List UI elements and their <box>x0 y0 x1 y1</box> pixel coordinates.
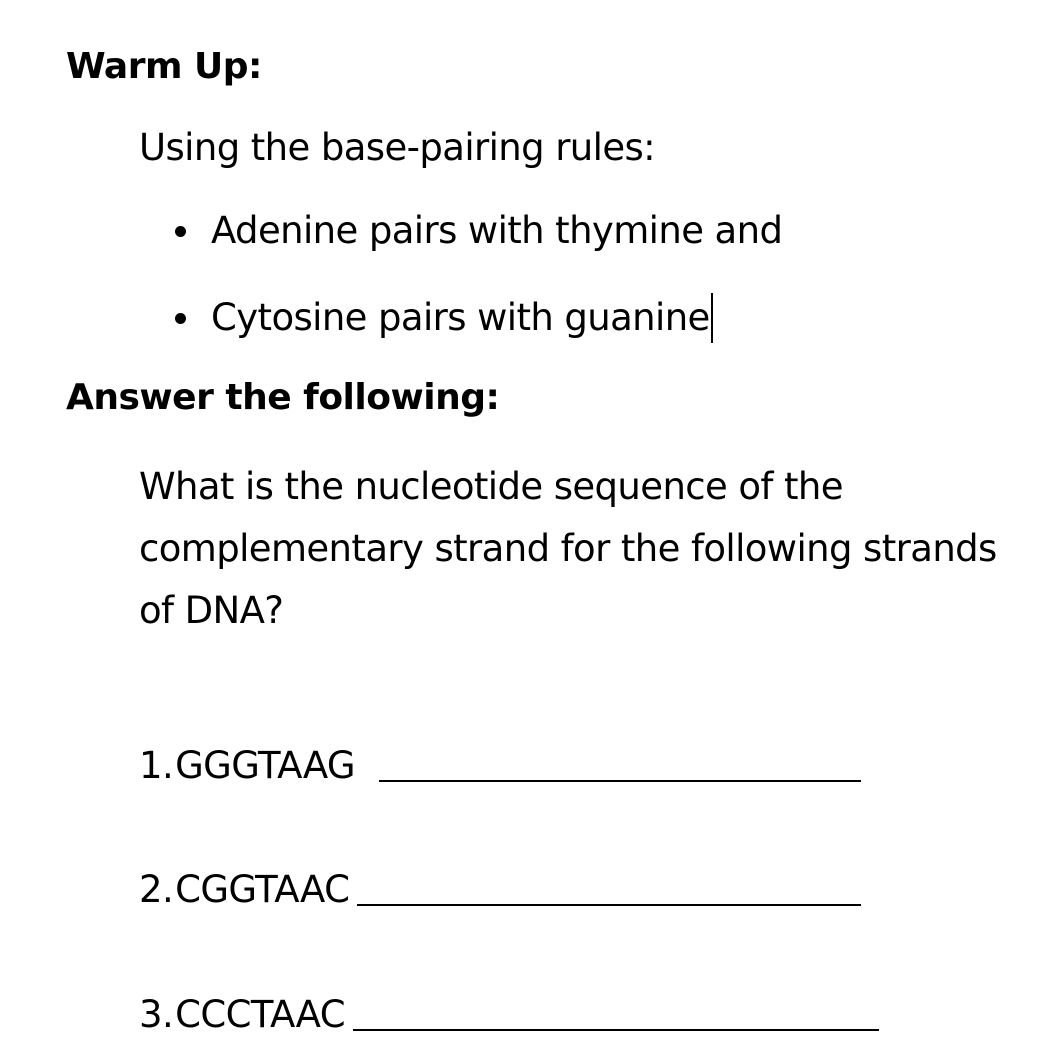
item-number: 3. <box>139 993 174 1036</box>
text-cursor <box>711 293 713 343</box>
dna-sequence: CGGTAAC <box>175 868 350 911</box>
question-text: What is the nucleotide sequence of the complementary strand for the following strands of DNA? <box>139 465 997 632</box>
item-number: 2. <box>139 868 174 911</box>
item-number: 1. <box>139 744 174 787</box>
answer-blank[interactable] <box>379 744 861 782</box>
answer-heading: Answer the following: <box>66 377 500 418</box>
rule-list-item <box>175 293 713 343</box>
answer-blank[interactable] <box>357 868 861 906</box>
bullet-icon <box>175 226 186 237</box>
base-pairing-intro: Using the base-pairing rules: <box>139 126 656 169</box>
warm-up-heading: Warm Up: <box>66 46 262 87</box>
bullet-icon <box>175 313 186 324</box>
dna-sequence: CCCTAAC <box>175 993 345 1036</box>
rule-text: Adenine pairs with thymine and <box>211 209 783 252</box>
sequence-item <box>139 744 861 788</box>
rule-list-item <box>175 209 782 253</box>
sequence-item <box>139 993 879 1037</box>
rule-text: Cytosine pairs with guanine <box>211 296 710 339</box>
answer-blank[interactable] <box>353 993 879 1031</box>
sequence-item <box>139 868 861 912</box>
dna-sequence: GGGTAAG <box>175 744 356 787</box>
